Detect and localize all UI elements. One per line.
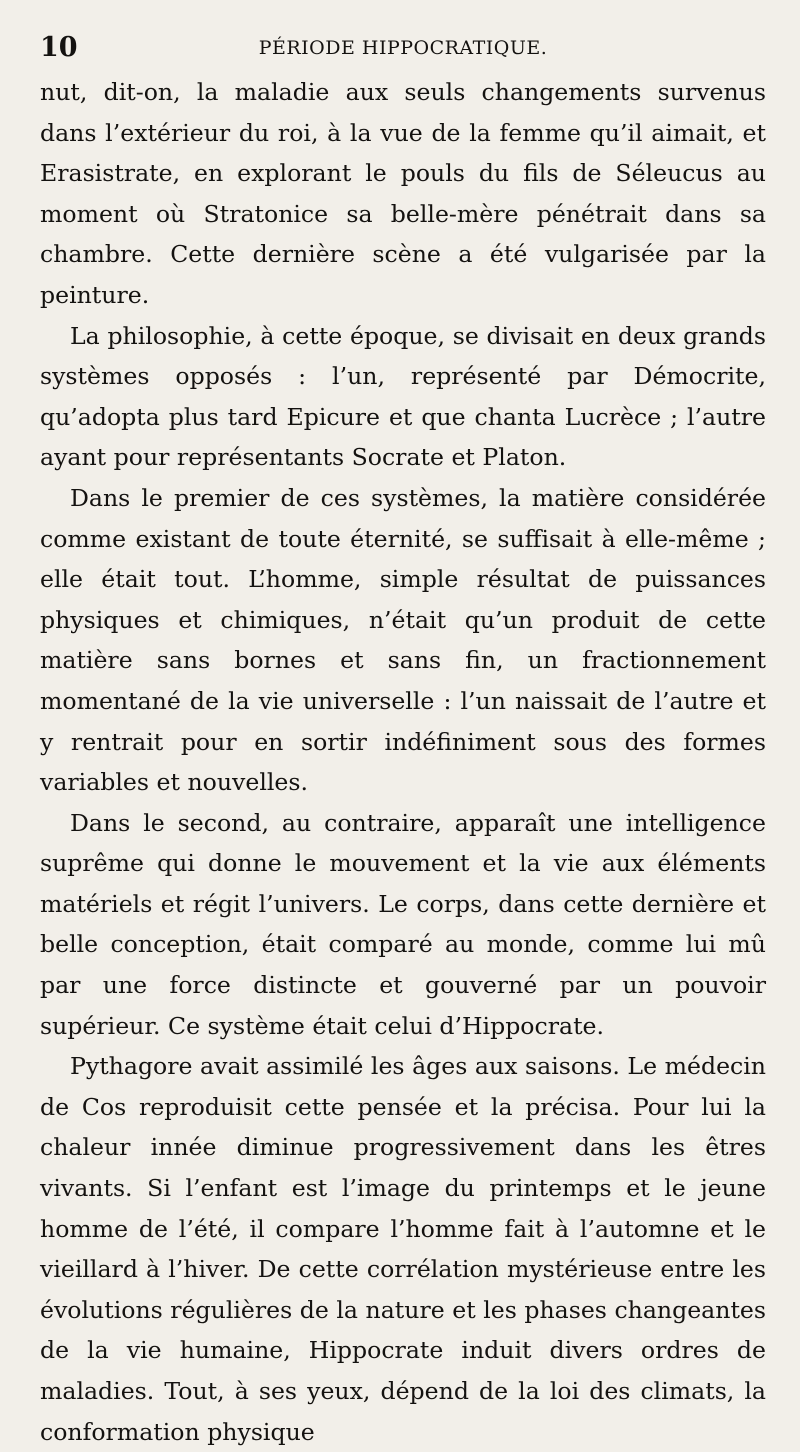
show-through-text (300, 8, 308, 32)
page-header (40, 30, 766, 72)
paragraph: Dans le second, au contraire, apparaît une intelligence suprême qui donne le mouvement et la vie aux éléments matériels et régit l’univers. Le corps, dans cette dernière et belle conception, était comparé au monde, comme lui mû par une force distincte et gouverné par un pouvoir supérieur. Ce système était celui d’Hippocrate. (40, 808, 766, 1040)
paragraph: La philosophie, à cette époque, se divisait en deux grands systèmes opposés : l’un, représenté par Démocrite, qu’adopta plus tard Epicure et que chanta Lucrèce ; l’autre ayant pour représentants Socrate et Platon. (40, 321, 766, 472)
running-title: PÉRIODE HIPPOCRATIQUE. (258, 37, 548, 59)
body-text (40, 72, 766, 1452)
paragraph: Dans le premier de ces systèmes, la matière considérée comme existant de toute éternité, se suffisait à elle-même ; elle était tout. L’homme, simple résultat de puissances physiques et chimiques, n’était qu’un produit de cette matière sans bornes et sans fin, un fractionnement momentané de la vie universelle : l’un naissait de l’autre et y rentrait pour en sortir indéfiniment sous des formes variables et nouvelles. (40, 483, 766, 797)
paragraph: Pythagore avait assimilé les âges aux saisons. Le médecin de Cos reproduisit cette pensée et la précisa. Pour lui la chaleur innée diminue progressivement dans les êtres vivants. Si l’enfant est l’image du printemps et le jeune homme de l’été, il compare l’homme fait à l’automne et le vieillard à l’hiver. De cette corrélation mystérieuse entre les évolutions régulières de la nature et les phases changeantes de la vie humaine, Hippocrate induit divers ordres de maladies. Tout, à ses yeux, dépend de la loi des climats, la conformation physique (40, 1052, 766, 1446)
paragraph-continuation: nut, dit-on, la maladie aux seuls changements survenus dans l’extérieur du roi, à la vue de la femme qu’il aimait, et Erasistrate, en explorant le pouls du fils de Séleucus au moment où Stratonice sa belle-mère pénétrait dans sa chambre. Cette dernière scène a été vulgarisée par la peinture. (40, 78, 766, 309)
page-number: 10 (40, 32, 78, 63)
